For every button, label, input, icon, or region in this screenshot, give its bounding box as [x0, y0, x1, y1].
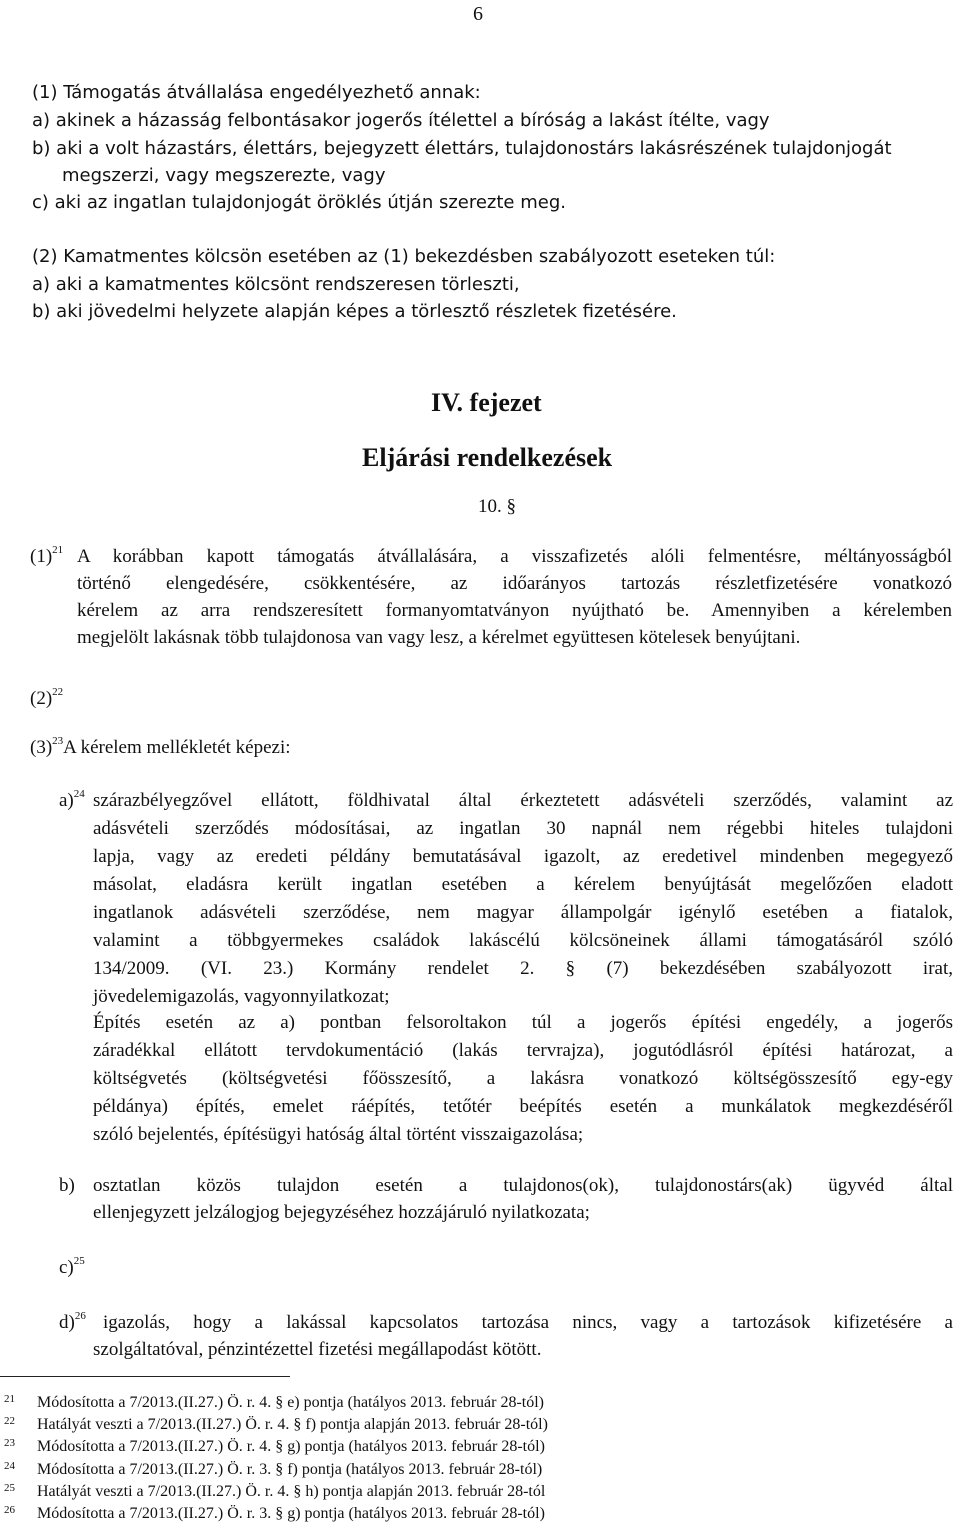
footnote-ref-21: 21	[52, 544, 64, 556]
item-b-line: ellenjegyzett jelzálogjog bejegyzéséhez hozzájáruló nyilatkozata;	[93, 1202, 590, 1223]
page-number: 6	[473, 3, 483, 25]
para1-line: kérelem az arra rendszeresített formanyomtatványon nyújtható be. Amennyiben a kérelemben	[77, 600, 952, 621]
item-a-line: másolat, eladásra került ingatlan esetében a kérelem benyújtását megelőzően eladott	[93, 874, 953, 895]
section2-item-b: b) aki jövedelmi helyzete alapján képes a törlesztő részletek fizetésére.	[32, 301, 677, 322]
paragraph-number: 10. §	[478, 496, 516, 517]
footnote-text: Módosította a 7/2013.(II.27.) Ö. r. 3. § g) pontja (hatályos 2013. február 28-tól)	[37, 1505, 545, 1522]
para1-line: történő elengedésére, csökkentésére, az időarányos tartozás részletfizetésére vonatkozó	[77, 573, 952, 594]
footnote-number: 26	[4, 1504, 15, 1516]
item-a-build-line: szóló bejelentés, építésügyi hatóság által történt visszaigazolása;	[93, 1124, 584, 1145]
footnote-number: 22	[4, 1415, 15, 1427]
footnote-ref-23: 23	[52, 735, 64, 747]
item-c-label: c)$^{25}$	[59, 1255, 85, 1278]
item-d-label: d)$^{26}$	[59, 1310, 86, 1333]
item-a-build-line: költségvetés (költségvetési főösszesítő, a lakásra vonatkozó költségösszesítő egy-egy	[93, 1068, 953, 1089]
para1-label: $(1)^{21}$	[30, 544, 64, 567]
footnote-number: 23	[4, 1437, 15, 1449]
footnote-ref-26: 26	[74, 1310, 86, 1322]
footnote-text: Módosította a 7/2013.(II.27.) Ö. r. 4. § e) pontja (hatályos 2013. február 28-tól)	[37, 1394, 544, 1411]
section1-item-a: a) akinek a házasság felbontásakor jogerős ítélettel a bíróság a lakást ítélte, vagy	[32, 110, 770, 131]
item-a-line: valamint a többgyermekes családok lakáscélú kölcsöneinek állami támogatásáról szóló	[93, 930, 953, 951]
chapter-number: IV. fejezet	[431, 388, 542, 417]
item-a-line: 134/2009. (VI. 23.) Kormány rendelet 2. § (7) bekezdésében szabályozott irat,	[93, 958, 953, 979]
footnote-text: Módosította a 7/2013.(II.27.) Ö. r. 3. § f) pontja (hatályos 2013. február 28-tól)	[37, 1461, 543, 1478]
item-a-line: adásvételi szerződés módosításai, az ingatlan 30 napnál nem régebbi hiteles tulajdoni	[93, 818, 953, 839]
item-d-line: szolgáltatóval, pénzintézettel fizetési megállapodást kötött.	[93, 1339, 542, 1360]
item-a-label: a)$^{24}$	[59, 788, 85, 811]
section1-item-b-line1: b) aki a volt házastárs, élettárs, bejegyzett élettárs, tulajdonostárs lakásrészének tulajdonjogát	[32, 138, 892, 159]
section2-intro: (2) Kamatmentes kölcsön esetében az (1) bekezdésben szabályozott eseteken túl:	[32, 246, 776, 267]
para3: $(3)^{23}A$ kérelem mellékletét képezi:	[30, 735, 291, 758]
footnote-text: Hatályát veszti a 7/2013.(II.27.) Ö. r. 4. § f) pontja alapján 2013. február 28-tól)	[37, 1416, 548, 1433]
para2-label: $(2)^{22}$	[30, 686, 64, 709]
para1-line: A korábban kapott támogatás átvállalására, a visszafizetés alóli felmentésre, méltányosságból	[77, 546, 952, 567]
footnote-separator	[0, 1376, 290, 1377]
section1-item-b-line2: megszerzi, vagy megszerezte, vagy	[62, 165, 386, 186]
item-a-build-line: záradékkal ellátott tervdokumentáció (lakás tervrajza), jogutódlásról építési határozat, a	[93, 1040, 953, 1061]
chapter-title: Eljárási rendelkezések	[362, 443, 613, 472]
footnote-number: 21	[4, 1393, 15, 1405]
footnote-text: Hatályát veszti a 7/2013.(II.27.) Ö. r. 4. § h) pontja alapján 2013. február 28-tól	[37, 1483, 546, 1500]
section1-intro: (1) Támogatás átvállalása engedélyezhető annak:	[32, 82, 481, 103]
item-b-label: b)	[59, 1175, 75, 1196]
footnote-ref-25: 25	[73, 1255, 85, 1267]
footnote-number: 24	[4, 1460, 15, 1472]
footnote-ref-24: 24	[73, 788, 85, 800]
item-a-build-line: Építés esetén az a) pontban felsoroltakon túl a jogerős építési engedély, a jogerős	[93, 1012, 953, 1033]
footnote-ref-22: 22	[52, 686, 64, 698]
item-b-line: osztatlan közös tulajdon esetén a tulajdonos(ok), tulajdonostárs(ak) ügyvéd által	[93, 1175, 953, 1196]
item-a-build-line: példánya) építés, emelet ráépítés, tetőtér beépítés esetén a munkálatok megkezdéséről	[93, 1096, 953, 1117]
item-a-line: lapja, vagy az eredeti példány bemutatásával igazolt, az eredetivel mindenben megegyező	[93, 846, 953, 867]
section1-item-c: c) aki az ingatlan tulajdonjogát öröklés útján szerezte meg.	[32, 192, 566, 213]
item-a-line: ingatlanok adásvételi szerződése, nem magyar állampolgár igénylő esetében a fiatalok,	[93, 902, 953, 923]
footnote-number: 25	[4, 1482, 15, 1494]
footnote-text: Módosította a 7/2013.(II.27.) Ö. r. 4. § g) pontja (hatályos 2013. február 28-tól)	[37, 1438, 545, 1455]
para1-line: megjelölt lakásnak több tulajdonosa van vagy lesz, a kérelmet együttesen kötelesek benyújtani.	[77, 627, 801, 648]
item-d-line: igazolás, hogy a lakással kapcsolatos tartozása nincs, vagy a tartozások kifizetésére a	[103, 1312, 953, 1333]
item-a-line: jövedelemigazolás, vagyonnyilatkozat;	[93, 986, 390, 1007]
item-a-line: szárazbélyegzővel ellátott, földhivatal által érkeztetett adásvételi szerződés, valamint az	[93, 790, 953, 811]
section2-item-a: a) aki a kamatmentes kölcsönt rendszeresen törleszti,	[32, 274, 520, 295]
